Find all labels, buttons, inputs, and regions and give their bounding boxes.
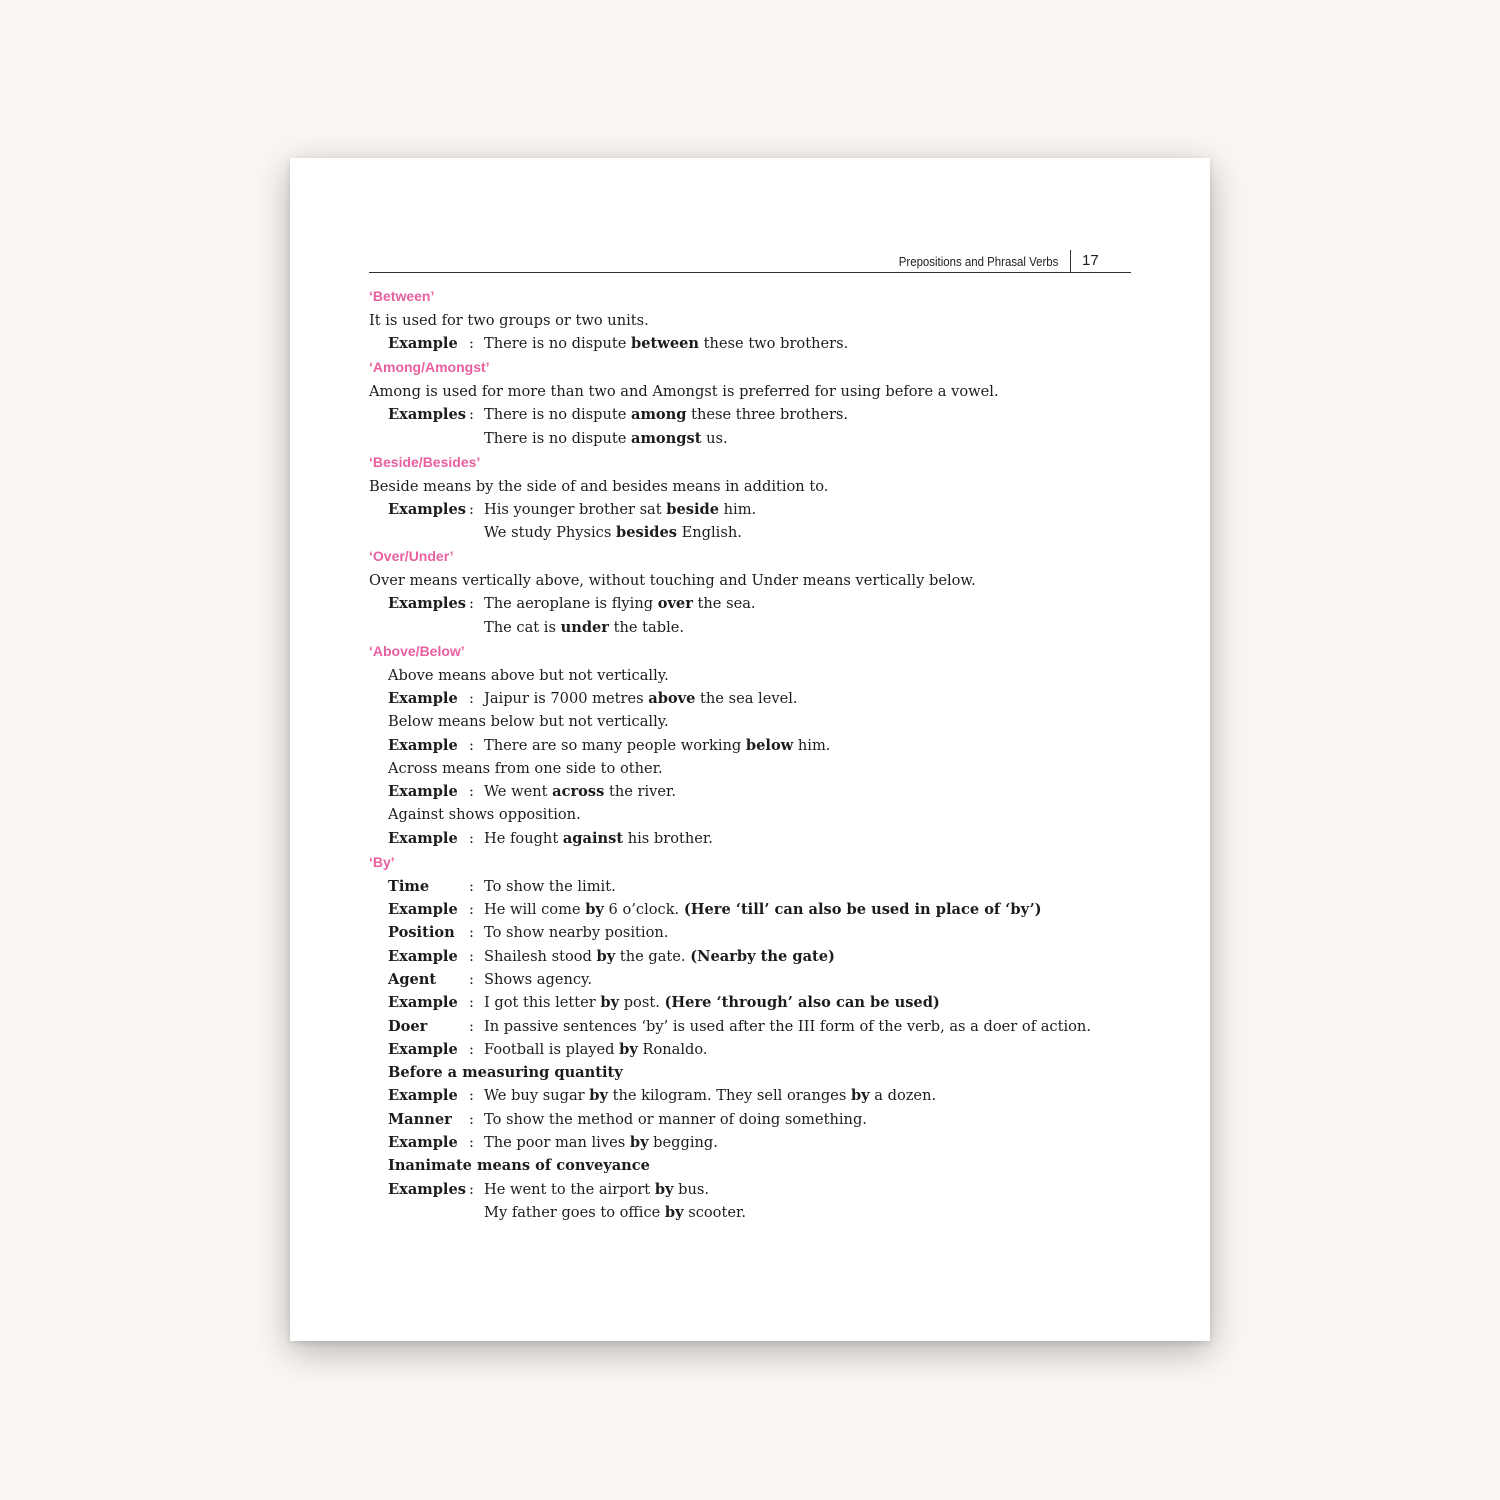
- text-segment: In passive sentences ‘by’ is used after the III form of the verb, as a doer of action.: [484, 1017, 1091, 1035]
- text-segment: him.: [793, 736, 831, 754]
- section-heading: ‘By’: [369, 854, 395, 871]
- label-colon: :: [469, 783, 474, 801]
- text-segment: by: [589, 1087, 608, 1105]
- text-segment: post.: [619, 994, 665, 1012]
- text-segment: by: [619, 1040, 638, 1058]
- text-segment: beside: [666, 500, 720, 518]
- text-segment: by: [629, 1134, 649, 1152]
- example-text: [484, 498, 756, 521]
- example-label: Example: [388, 1040, 458, 1058]
- example-label: Examples: [388, 500, 466, 518]
- example-label: Position: [388, 924, 455, 942]
- example-line: [369, 1084, 1149, 1107]
- example-label: Examples: [388, 1180, 466, 1198]
- label-colon: :: [469, 1017, 474, 1035]
- example-label: Example: [388, 1134, 458, 1152]
- text-segment: begging.: [648, 1134, 718, 1152]
- text-segment: Against shows opposition.: [388, 806, 581, 824]
- text-segment: Inanimate means of conveyance: [388, 1157, 650, 1175]
- header-title: Prepositions and Phrasal Verbs: [898, 254, 1058, 269]
- section-heading: ‘Among/Amongst’: [369, 359, 490, 376]
- section-heading: ‘Over/Under’: [369, 548, 454, 565]
- example-label: Examples: [388, 406, 466, 424]
- example-text: [484, 403, 848, 426]
- text-segment: The cat is: [484, 618, 561, 636]
- text-segment: bus.: [673, 1180, 710, 1198]
- example-text: [484, 780, 676, 803]
- text-segment: Across means from one side to other.: [388, 759, 663, 777]
- text-segment: over: [657, 595, 693, 613]
- example-label: Doer: [388, 1017, 428, 1035]
- example-line: [369, 945, 1149, 968]
- text-segment: (Here ‘through’ also can be used): [664, 994, 940, 1012]
- text-segment: the river.: [604, 783, 677, 801]
- text-segment: by: [596, 947, 616, 965]
- section-heading: ‘Between’: [369, 288, 435, 304]
- text-segment: Before a measuring quantity: [388, 1064, 623, 1082]
- text-segment: these two brothers.: [699, 334, 849, 352]
- label-colon: :: [469, 1180, 474, 1198]
- text-segment: his brother.: [623, 829, 713, 847]
- text-segment: He went to the airport: [484, 1180, 655, 1198]
- label-colon: :: [469, 1040, 474, 1058]
- text-segment: Ronaldo.: [637, 1040, 708, 1058]
- text-segment: The poor man lives: [484, 1134, 630, 1152]
- text-segment: To show nearby position.: [484, 924, 669, 942]
- text-segment: the sea.: [692, 595, 756, 613]
- label-colon: :: [469, 970, 474, 988]
- paragraph-line: [369, 380, 1149, 403]
- label-colon: :: [469, 1110, 474, 1128]
- indented-line: [369, 710, 1149, 733]
- text-segment: by: [585, 901, 604, 919]
- example-label: Example: [388, 829, 458, 847]
- label-colon: :: [469, 334, 474, 352]
- example-text: [484, 616, 684, 639]
- text-segment: He will come: [484, 901, 586, 919]
- text-segment: Below means below but not vertically.: [388, 713, 669, 731]
- label-colon: :: [469, 500, 474, 518]
- text-segment: amongst: [631, 429, 702, 447]
- example-text: [484, 1201, 746, 1224]
- text-segment: among: [631, 406, 687, 424]
- text-segment: My father goes to office: [484, 1203, 665, 1221]
- text-segment: below: [745, 736, 794, 754]
- example-line: [369, 427, 1149, 450]
- text-segment: him.: [719, 500, 757, 518]
- text-segment: the gate.: [615, 947, 691, 965]
- text-segment: above: [648, 690, 696, 707]
- example-text: [484, 1131, 718, 1154]
- text-segment: by: [600, 994, 620, 1012]
- example-label: Examples: [388, 595, 466, 613]
- label-colon: :: [469, 406, 474, 424]
- example-line: [369, 1108, 1149, 1131]
- example-label: Agent: [388, 970, 437, 988]
- example-line: [369, 968, 1149, 991]
- example-text: [484, 1108, 867, 1131]
- text-segment: It is used for two groups or two units.: [369, 311, 649, 329]
- text-segment: Shailesh stood: [484, 947, 597, 965]
- text-segment: Jaipur is 7000 metres: [484, 690, 649, 707]
- example-text: [484, 827, 713, 850]
- text-segment: a dozen.: [869, 1087, 937, 1105]
- example-text: [484, 1178, 709, 1201]
- page-number: 17: [1082, 252, 1099, 269]
- example-line: [369, 780, 1149, 803]
- example-text: [484, 427, 728, 450]
- label-colon: :: [469, 829, 474, 847]
- paragraph-line: [369, 309, 1149, 332]
- text-segment: He fought: [484, 829, 563, 847]
- example-line: [369, 687, 1149, 710]
- example-text: [484, 1084, 936, 1107]
- paragraph-line: [369, 569, 1149, 592]
- text-segment: There is no dispute: [484, 406, 632, 424]
- text-segment: the sea level.: [695, 690, 798, 707]
- example-text: [484, 734, 830, 757]
- text-segment: us.: [701, 429, 728, 447]
- label-colon: :: [469, 901, 474, 919]
- text-segment: Over means vertically above, without touching and Under means vertically below.: [369, 572, 976, 590]
- text-segment: Beside means by the side of and besides means in addition to.: [369, 477, 829, 495]
- example-text: [484, 968, 592, 991]
- text-segment: across: [552, 783, 605, 801]
- example-label: Manner: [388, 1110, 452, 1128]
- example-line: [369, 521, 1149, 544]
- document-page: [290, 158, 1210, 1341]
- example-label: Time: [388, 877, 430, 895]
- example-label: Example: [388, 690, 458, 707]
- label-colon: :: [469, 924, 474, 942]
- example-line: [369, 827, 1149, 850]
- text-segment: There are so many people working: [484, 736, 746, 754]
- indented-line: [369, 1154, 1149, 1177]
- text-segment: by: [654, 1180, 674, 1198]
- text-segment: Football is played: [484, 1040, 620, 1058]
- label-colon: :: [469, 994, 474, 1012]
- example-line: [369, 1131, 1149, 1154]
- example-text: [484, 1015, 1091, 1038]
- section-heading: ‘Above/Below’: [369, 643, 465, 660]
- text-segment: We study Physics: [484, 524, 616, 542]
- text-segment: We buy sugar: [484, 1087, 590, 1105]
- example-text: [484, 592, 756, 615]
- text-segment: I got this letter: [484, 994, 601, 1012]
- text-segment: the table.: [609, 618, 685, 636]
- text-segment: between: [631, 334, 700, 352]
- text-segment: To show the method or manner of doing something.: [484, 1110, 867, 1128]
- example-text: [484, 687, 798, 710]
- label-colon: :: [469, 690, 474, 707]
- example-text: [484, 991, 940, 1014]
- example-line: [369, 921, 1149, 944]
- text-segment: 6 o’clock.: [603, 901, 684, 919]
- example-line: [369, 403, 1149, 426]
- label-colon: :: [469, 595, 474, 613]
- label-colon: :: [469, 1087, 474, 1105]
- example-line: [369, 875, 1149, 898]
- text-segment: The aeroplane is flying: [484, 595, 658, 613]
- page-body: [369, 284, 1149, 1224]
- example-line: [369, 1038, 1149, 1061]
- header-divider: [1070, 250, 1071, 272]
- example-label: Example: [388, 994, 458, 1012]
- indented-line: [369, 664, 1149, 687]
- example-line: [369, 498, 1149, 521]
- example-text: [484, 332, 848, 355]
- example-text: [484, 1038, 708, 1061]
- running-header: [369, 250, 1131, 273]
- text-segment: the kilogram. They sell oranges: [607, 1087, 851, 1105]
- text-segment: besides: [616, 524, 677, 542]
- text-segment: scooter.: [683, 1203, 746, 1221]
- example-line: [369, 332, 1149, 355]
- text-segment: under: [560, 618, 609, 636]
- example-label: Example: [388, 947, 458, 965]
- example-line: [369, 991, 1149, 1014]
- example-line: [369, 592, 1149, 615]
- example-line: [369, 1201, 1149, 1224]
- label-colon: :: [469, 947, 474, 965]
- label-colon: :: [469, 877, 474, 895]
- example-label: Example: [388, 736, 458, 754]
- example-line: [369, 898, 1149, 921]
- example-text: [484, 921, 668, 944]
- label-colon: :: [469, 1134, 474, 1152]
- example-line: [369, 734, 1149, 757]
- text-segment: (Nearby the gate): [690, 947, 835, 965]
- example-label: Example: [388, 901, 458, 919]
- text-segment: There is no dispute: [484, 334, 632, 352]
- text-segment: His younger brother sat: [484, 500, 667, 518]
- text-segment: (Here ‘till’ can also be used in place of ‘by’): [683, 901, 1042, 919]
- indented-line: [369, 803, 1149, 826]
- label-colon: :: [469, 736, 474, 754]
- example-label: Example: [388, 783, 458, 801]
- section-heading: ‘Beside/Besides’: [369, 453, 481, 470]
- text-segment: English.: [676, 524, 742, 542]
- indented-line: [369, 757, 1149, 780]
- text-segment: by: [850, 1087, 870, 1105]
- example-line: [369, 616, 1149, 639]
- example-line: [369, 1015, 1149, 1038]
- example-label: Example: [388, 1087, 458, 1105]
- text-segment: Among is used for more than two and Amongst is preferred for using before a vowel.: [369, 382, 999, 400]
- text-segment: Above means above but not vertically.: [388, 666, 669, 684]
- example-text: [484, 945, 835, 968]
- text-segment: We went: [484, 783, 553, 801]
- text-segment: There is no dispute: [484, 429, 632, 447]
- example-line: [369, 1178, 1149, 1201]
- text-segment: against: [562, 829, 624, 847]
- text-segment: To show the limit.: [484, 877, 616, 895]
- text-segment: by: [664, 1203, 684, 1221]
- text-segment: these three brothers.: [686, 406, 849, 424]
- example-text: [484, 875, 616, 898]
- example-text: [484, 898, 1042, 921]
- paragraph-line: [369, 475, 1149, 498]
- example-label: Example: [388, 334, 458, 352]
- example-text: [484, 521, 742, 544]
- text-segment: Shows agency.: [484, 970, 592, 988]
- indented-line: [369, 1061, 1149, 1084]
